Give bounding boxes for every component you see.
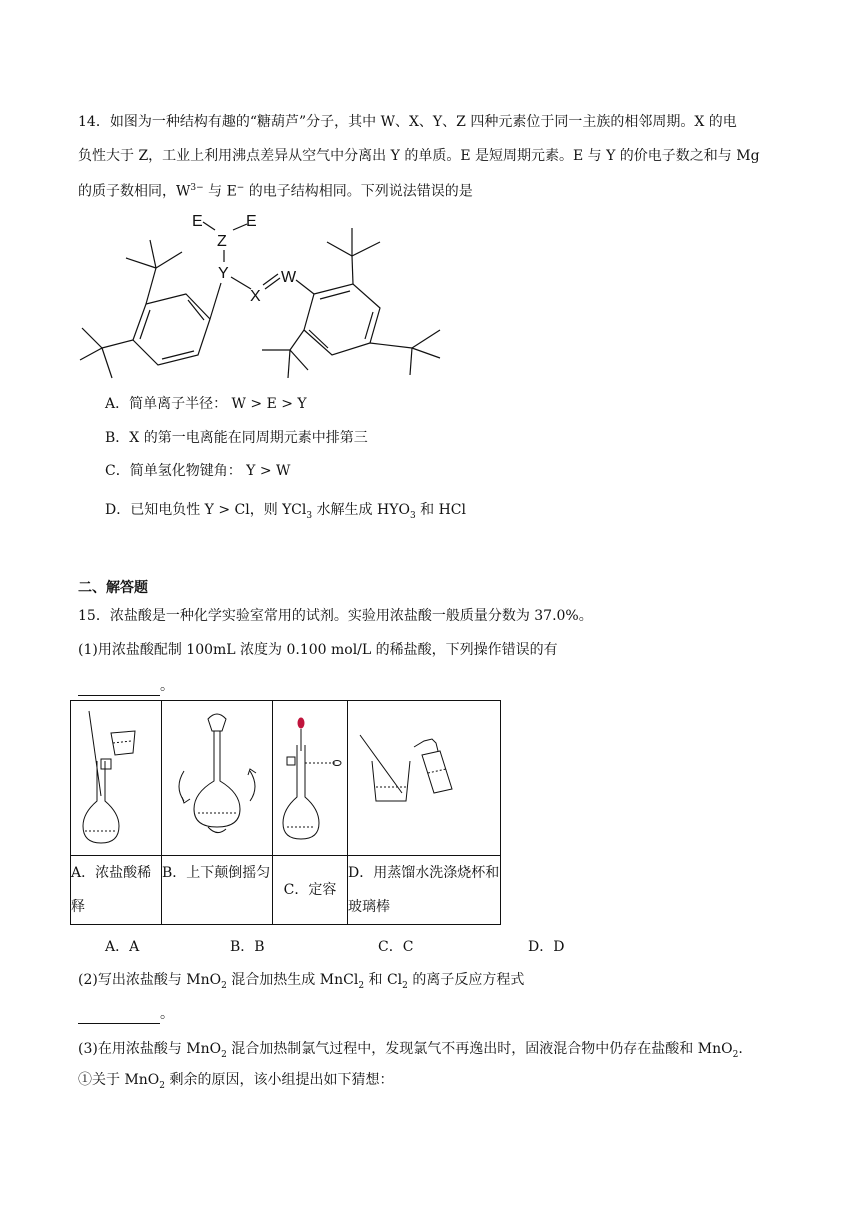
atom-w: W <box>281 269 297 286</box>
choice-b: B．B <box>230 939 265 955</box>
q15-part3: (3)在用浓盐酸与 MnO$_2$ 混合加热制氯气过程中，发现氯气不再逸出时，固液混合物中仍存在盐酸和 MnO$_2$. <box>78 1041 743 1060</box>
q15-part2-answer-line: 。 <box>78 1004 174 1024</box>
q15-part3-sub1: ①关于 MnO$_2$ 剩余的原因，该小组提出如下猜想： <box>78 1072 394 1091</box>
molecule-structure-diagram <box>70 200 470 390</box>
cell-label-a: A．浓盐酸稀释 <box>71 856 162 925</box>
choice-d: D．D <box>528 939 565 955</box>
q15-part1: (1)用浓盐酸配制 100mL 浓度为 0.100 mol/L 的稀盐酸，下列操作错误的有 <box>78 642 558 658</box>
invert-flask-icon <box>162 701 272 851</box>
wash-bottle-beaker-icon <box>348 701 500 851</box>
cell-label-c: C．定容 <box>273 856 348 925</box>
image-cell-a <box>71 701 162 856</box>
q14-option-d: D．已知电负性 Y > Cl，则 YCl$_3$ 水解生成 $HYO_3$ 和 HCl <box>105 502 466 521</box>
q15-intro: 15．浓盐酸是一种化学实验室常用的试剂。实验用浓盐酸一般质量分数为 37.0%。 <box>78 608 593 624</box>
q14-line2: 负性大于 Z，工业上利用沸点差异从空气中分离出 Y 的单质。E 是短周期元素。E 与 Y 的价电子数之和与 Mg <box>78 148 760 164</box>
cell-label-d: D．用蒸馏水洗涤烧杯和玻璃棒 <box>348 856 501 925</box>
dilution-flask-icon <box>71 701 161 851</box>
answer-blank <box>78 681 160 696</box>
answer-blank-2 <box>78 1009 160 1024</box>
choice-c: C．C <box>378 939 414 955</box>
atom-y: Y <box>218 265 229 282</box>
choice-a: A．A <box>105 939 140 955</box>
volumetric-flask-dropper-icon <box>273 701 347 851</box>
section-heading: 二、解答题 <box>78 580 148 596</box>
image-cell-c <box>273 701 348 856</box>
atom-z: Z <box>217 233 227 250</box>
q14-line1: 14．如图为一种结构有趣的“糖葫芦”分子，其中 W、X、Y、Z 四种元素位于同一主族的相邻周期。X 的电 <box>78 114 737 130</box>
q14-option-a: A．简单离子半径： W > E > Y <box>105 396 307 412</box>
q14-option-c: C．简单氢化物键角： Y > W <box>105 463 291 479</box>
image-cell-b <box>162 701 273 856</box>
q14-option-b: B．X 的第一电离能在同周期元素中排第三 <box>105 430 368 446</box>
atom-e-right: E <box>246 213 257 230</box>
q14-line3: 的质子数相同，$W^{3-}$ 与 E− 的电子结构相同。下列说法错误的是 <box>78 183 473 200</box>
image-cell-d <box>348 701 501 856</box>
atom-e-left: E <box>192 213 203 230</box>
q15-part1-answer-line: 。 <box>78 676 174 696</box>
q15-part2: (2)写出浓盐酸与 MnO$_2$ 混合加热生成 MnCl$_2$ 和 $Cl_2$ 的离子反应方程式 <box>78 972 525 991</box>
atom-x: X <box>250 288 261 305</box>
cell-label-b: B．上下颠倒摇匀 <box>162 856 273 925</box>
operation-table <box>70 700 501 925</box>
